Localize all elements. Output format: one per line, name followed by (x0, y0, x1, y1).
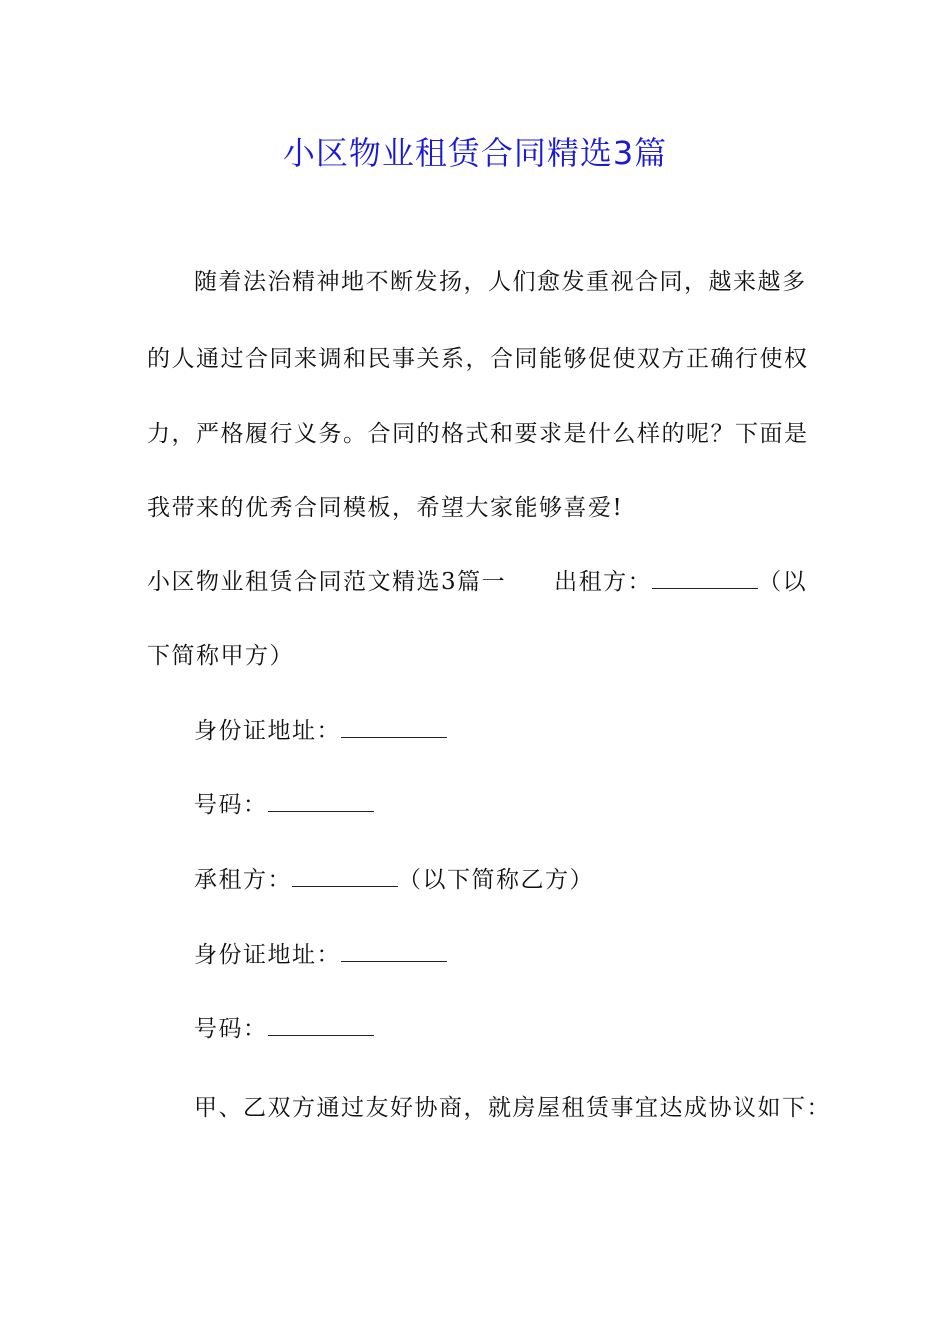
id-number-blank (268, 791, 374, 812)
lessor-id-address-line (194, 713, 447, 749)
lessee-suffix: （以下简称乙方） (398, 867, 594, 893)
lessee-blank (292, 866, 398, 887)
intro-line-3: 力，严格履行义务。合同的格式和要求是什么样的呢？下面是 (147, 421, 809, 447)
intro-line-2: 的人通过合同来调和民事关系，合同能够促使双方正确行使权 (147, 346, 809, 372)
id-address-blank (341, 717, 447, 738)
agreement-line: 甲、乙双方通过友好协商，就房屋租赁事宜达成协议如下： (194, 1095, 831, 1121)
id-number-label: 号码： (194, 1016, 268, 1042)
id-number-label: 号码： (194, 792, 268, 818)
id-address-blank (341, 941, 447, 962)
lessor-suffix-line: 下简称甲方） (147, 643, 294, 669)
document-title: 小区物业租赁合同精选3篇 (282, 134, 668, 172)
id-number-blank (268, 1015, 374, 1036)
id-address-label: 身份证地址： (194, 718, 341, 744)
id-address-label: 身份证地址： (194, 942, 341, 968)
lessee-id-number-line (194, 1011, 374, 1047)
lessee-line (194, 862, 594, 898)
intro-line-4: 我带来的优秀合同模板，希望大家能够喜爱! (147, 495, 624, 521)
lessee-id-address-line (194, 937, 447, 973)
lessor-suffix: （以 (758, 569, 808, 595)
section-heading: 小区物业租赁合同范文精选3篇一 (147, 569, 507, 595)
lessor-blank (652, 568, 758, 589)
lessor-id-number-line (194, 787, 374, 823)
lessor-line (147, 564, 807, 600)
lessor-label: 出租方： (554, 569, 653, 595)
intro-line-1: 随着法治精神地不断发扬，人们愈发重视合同，越来越多 (194, 269, 807, 295)
lessee-label: 承租方： (194, 867, 292, 893)
